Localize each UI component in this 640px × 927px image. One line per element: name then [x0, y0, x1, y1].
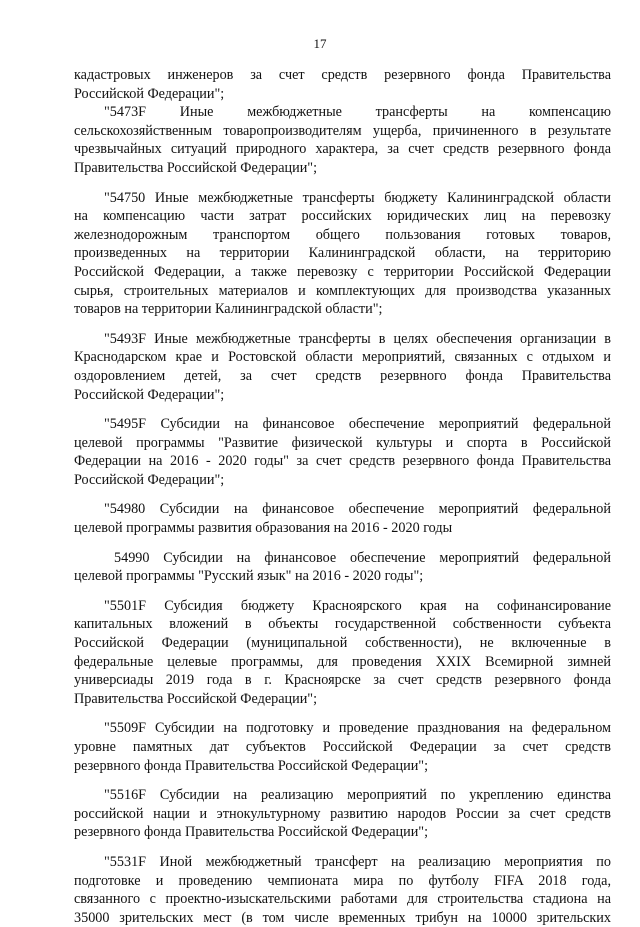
text-line: Правительства Российской Федерации"; [74, 690, 318, 707]
document-body [74, 66, 611, 927]
text-line: Российской Федерации, а также перевозку с территории Российской Федерации [74, 263, 611, 280]
paragraph-5509F [74, 719, 611, 775]
text-line: товаров на территории Калининградской области"; [74, 301, 383, 318]
text-line: подготовке и проведению чемпионата мира по футболу FIFA 2018 года, [74, 872, 611, 889]
paragraph-54750 [74, 189, 611, 319]
paragraph-5501F [74, 597, 611, 709]
text-line: чрезвычайных ситуаций природного характера, за счет средств резервного фонда [74, 141, 611, 158]
paragraph-5493F [74, 330, 611, 404]
text-line: "5473F Иные межбюджетные трансферты на компенсацию [104, 104, 611, 121]
paragraph-5473F [74, 103, 611, 177]
text-line: "5531F Иной межбюджетный трансферт на реализацию мероприятия по [104, 853, 611, 870]
text-line: "54980 Субсидии на финансовое обеспечение мероприятий федеральной [104, 501, 611, 518]
paragraph-54990 [74, 549, 611, 586]
paragraph-5495F [74, 415, 611, 489]
text-line: на компенсацию части затрат российских юридических лиц на перевозку [74, 208, 611, 225]
text-line: "5516F Субсидии на реализацию мероприятий по укреплению единства [104, 787, 611, 804]
text-line: кадастровых инженеров за счет средств резервного фонда Правительства [74, 67, 611, 83]
text-line: произведенных на территории Калининградской области, на территорию [74, 245, 611, 262]
page-number: 17 [313, 36, 327, 51]
text-line: универсиады 2019 года в г. Красноярске за счет средств резервного фонда [74, 672, 611, 689]
text-line: "5495F Субсидии на финансовое обеспечение мероприятий федеральной [104, 416, 611, 433]
text-line: "54750 Иные межбюджетные трансферты бюджету Калининградской области [104, 189, 611, 206]
text-line: капитальных вложений в объекты государственной собственности субъекта [74, 616, 611, 633]
text-line: резервного фонда Правительства Российской Федерации"; [74, 824, 429, 841]
text-line: Краснодарском крае и Ростовской области мероприятий, связанных с отдыхом и [74, 349, 611, 366]
text-line: российской нации и этнокультурному развитию народов России за счет средств [74, 805, 611, 822]
text-line: "5501F Субсидия бюджету Красноярского края на софинансирование [104, 597, 611, 614]
text-line: уровне памятных дат субъектов Российской Федерации за счет средств [74, 739, 611, 755]
text-line: целевой программы "Развитие физической культуры и спорта в Российской [74, 434, 611, 451]
text-line: 35000 зрительских мест (в том числе временных трибун на 10000 зрительских [74, 909, 611, 926]
text-line: оздоровлением детей, за счет средств резервного фонда Правительства [74, 367, 611, 384]
text-line: сырья, строительных материалов и комплектующих для производства указанных [74, 282, 611, 299]
text-line: Правительства Российской Федерации"; [74, 159, 318, 176]
text-line: федеральные целевые программы, для проведения XXIX Всемирной зимней [74, 653, 611, 670]
text-line: Российской Федерации"; [74, 471, 225, 488]
text-line: Российской Федерации (муниципальной собственности), не включенные в [74, 635, 611, 652]
text-line: целевой программы развития образования на 2016 - 2020 годы [74, 520, 453, 537]
paragraph-5516F [74, 786, 611, 842]
text-line: Российской Федерации"; [74, 386, 225, 403]
text-line: сельскохозяйственным товаропроизводителям ущерба, причиненного в результате [74, 122, 611, 139]
text-line: 54990 Субсидии на финансовое обеспечение мероприятий федеральной [114, 549, 611, 566]
text-line: целевой программы "Русский язык" на 2016 - 2020 годы"; [74, 568, 424, 585]
text-line: "5509F Субсидии на подготовку и проведение празднования на федеральном [104, 720, 611, 737]
text-line: железнодорожным транспортом общего пользования готовых товаров, [74, 226, 611, 243]
text-line: резервного фонда Правительства Российской Федерации"; [74, 757, 429, 774]
text-line: Российской Федерации"; [74, 85, 225, 102]
text-line: Федерации на 2016 - 2020 годы" за счет средств резервного фонда Правительства [74, 453, 611, 470]
paragraph-5531F [74, 853, 611, 927]
paragraph-cadastral-engineers [74, 66, 611, 103]
text-line: связанного с проектно-изыскательскими работами для строительства стадиона на [74, 891, 611, 908]
paragraph-54980 [74, 500, 611, 537]
text-line: "5493F Иные межбюджетные трансферты в целях обеспечения организации в [104, 330, 611, 347]
